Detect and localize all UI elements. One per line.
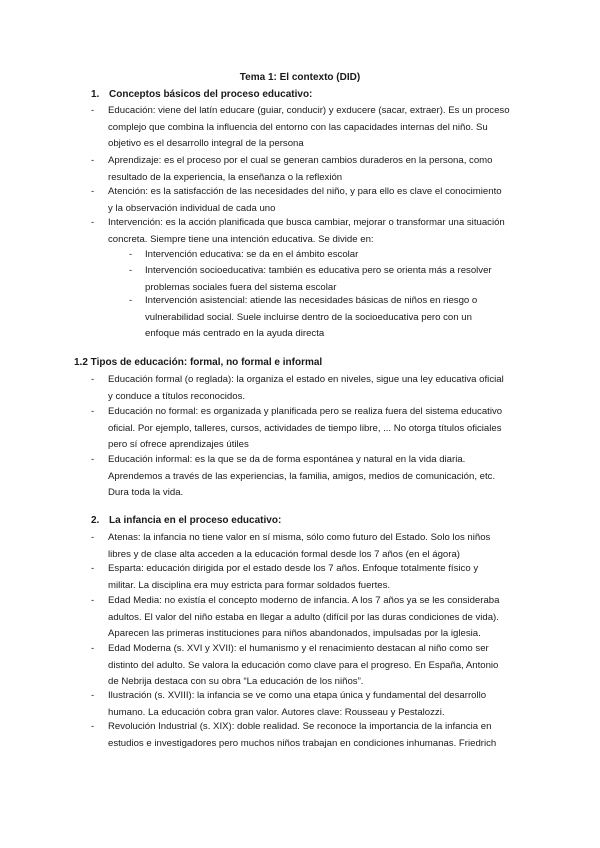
text-line: enfoque más centrado en la ayuda directa — [145, 328, 325, 339]
section-2-title: La infancia en el proceso educativo: — [109, 515, 282, 526]
text-line: Ilustración (s. XVIII): la infancia se ve como una etapa única y fundamental del desarrollo — [108, 690, 487, 701]
list-item-educacion — [91, 103, 510, 153]
text-line: de Nebrija destaca con su obra “La educación de los niños”. — [108, 676, 364, 687]
text-line: Esparta: educación dirigida por el estado desde los 7 años. Enfoque totalmente físico y — [108, 563, 479, 574]
bullet-dash: - — [91, 563, 95, 574]
text-line: Aprendizaje: es el proceso por el cual se generan cambios duraderos en la persona, como — [108, 155, 493, 166]
list-item-ilustracion — [91, 688, 487, 721]
bullet-dash: - — [91, 721, 95, 732]
text-line: militar. La disciplina era muy estricta para formar soldados fuertes. — [108, 579, 391, 591]
list-item-atenas — [91, 530, 491, 563]
bullet-dash: - — [91, 217, 95, 228]
text-line: humano. La educación cobra gran valor. Autores clave: Rousseau y Pestalozzi. — [108, 706, 445, 718]
text-line: estudios e investigadores pero muchos niños trabajan en condiciones inhumanas. Friedrich — [108, 737, 497, 749]
text-line: Edad Moderna (s. XVI y XVII): el humanismo y el renacimiento destacan al niño como ser — [108, 643, 489, 654]
text-line: distinto del adulto. Se valora la educación como clave para el progreso. En España, Antonio — [108, 659, 499, 671]
list-item-esparta — [91, 561, 479, 594]
bullet-dash: - — [91, 186, 95, 197]
bullet-dash: - — [91, 532, 95, 543]
text-line: problemas sociales fuera del sistema escolar — [145, 281, 337, 293]
bullet-dash: - — [91, 454, 95, 465]
bullet-dash: - — [91, 105, 95, 116]
text-line: concreta. Siempre tiene una intención educativa. Se divide en: — [108, 233, 374, 245]
text-line: Intervención socioeducativa: también es educativa pero se orienta más a resolver — [145, 265, 492, 276]
bullet-dash: - — [91, 690, 95, 701]
sublist-item-asistencial — [129, 293, 478, 343]
section-1-title: Conceptos básicos del proceso educativo: — [109, 89, 313, 100]
text-line: adultos. El valor del niño estaba en llegar a adulto (difícil por las duras condiciones de vida). — [108, 611, 499, 623]
section-1-number: 1. — [91, 89, 100, 100]
text-line: pero sí ofrece aprendizajes útiles — [108, 439, 249, 450]
bullet-dash: - — [91, 643, 95, 654]
text-line: Revolución Industrial (s. XIX): doble realidad. Se reconoce la importancia de la infancia en — [108, 721, 492, 732]
text-line: Educación informal: es la que se da de forma espontánea y natural en la vida diaria. — [108, 454, 466, 465]
bullet-dash: - — [91, 595, 95, 606]
text-line: complejo que combina la influencia del entorno con las capacidades internas del niño. Su — [108, 121, 488, 133]
text-line: Intervención asistencial: atiende las necesidades básicas de niños en riesgo o — [145, 295, 478, 306]
page-title: Tema 1: El contexto (DID) — [239, 72, 361, 83]
list-item-intervencion — [91, 215, 505, 248]
text-line: Educación no formal: es organizada y planificada pero se realiza fuera del sistema educativo — [108, 406, 503, 417]
text-line: Atención: es la satisfacción de las necesidades del niño, y para ello es clave el conocimiento — [108, 186, 502, 197]
bullet-dash: - — [129, 249, 133, 260]
text-line: Aparecen las primeras instituciones para niños abandonados, impulsadas por la iglesia. — [108, 628, 481, 639]
list-item-no-formal — [91, 404, 503, 454]
section-2-heading — [91, 515, 281, 526]
bullet-dash: - — [129, 295, 133, 306]
text-line: vulnerabilidad social. Suele incluirse dentro de la socioeducativa pero con un — [145, 311, 472, 323]
text-line: Intervención educativa: se da en el ámbito escolar — [145, 249, 359, 260]
bullet-dash: - — [91, 406, 95, 417]
text-line: y la observación individual de cada uno — [108, 202, 276, 214]
text-line: Aprendemos a través de las experiencias, la familia, amigos, medios de comunicación, etc. — [108, 470, 496, 482]
list-item-aprendizaje — [91, 153, 493, 186]
text-line: Atenas: la infancia no tiene valor en sí misma, sólo como futuro del Estado. Solo los niños — [108, 532, 491, 543]
list-item-edad-moderna — [91, 641, 499, 691]
list-item-revolucion-industrial — [91, 719, 497, 752]
text-line: libres y de clase alta acceden a la educación formal desde los 7 años (en el ágora) — [108, 548, 460, 560]
list-item-informal — [91, 452, 496, 502]
text-line: y conduce a títulos reconocidos. — [108, 390, 246, 402]
text-line: resultado de la experiencia, la enseñanza o la reflexión — [108, 171, 343, 183]
text-line: Edad Media: no existía el concepto moderno de infancia. A los 7 años ya se les consideraba — [108, 595, 500, 606]
section-2-number: 2. — [91, 515, 100, 526]
list-item-edad-media — [91, 593, 500, 643]
list-item-atencion — [91, 184, 502, 217]
text-line: Dura toda la vida. — [108, 487, 184, 498]
list-item-formal — [91, 372, 504, 405]
text-line: Educación: viene del latín educare (guiar, conducir) y exducere (sacar, extraer). Es un proceso — [108, 105, 510, 116]
text-line: Educación formal (o reglada): la organiza el estado en niveles, sigue una ley educativa oficial — [108, 374, 504, 385]
sublist-item-educativa — [129, 247, 359, 264]
text-line: objetivo es el desarrollo integral de la persona — [108, 138, 304, 149]
bullet-dash: - — [129, 265, 133, 276]
section-1-2-heading: 1.2 Tipos de educación: formal, no formal e informal — [74, 357, 323, 368]
bullet-dash: - — [91, 155, 95, 166]
text-line: Intervención: es la acción planificada que busca cambiar, mejorar o transformar una situación — [108, 217, 505, 228]
text-line: oficial. Por ejemplo, talleres, cursos, actividades de tiempo libre, ... No otorga títulos oficiales — [108, 422, 502, 434]
section-1-heading — [91, 89, 312, 100]
bullet-dash: - — [91, 374, 95, 385]
sublist-item-socioeducativa — [129, 263, 492, 296]
